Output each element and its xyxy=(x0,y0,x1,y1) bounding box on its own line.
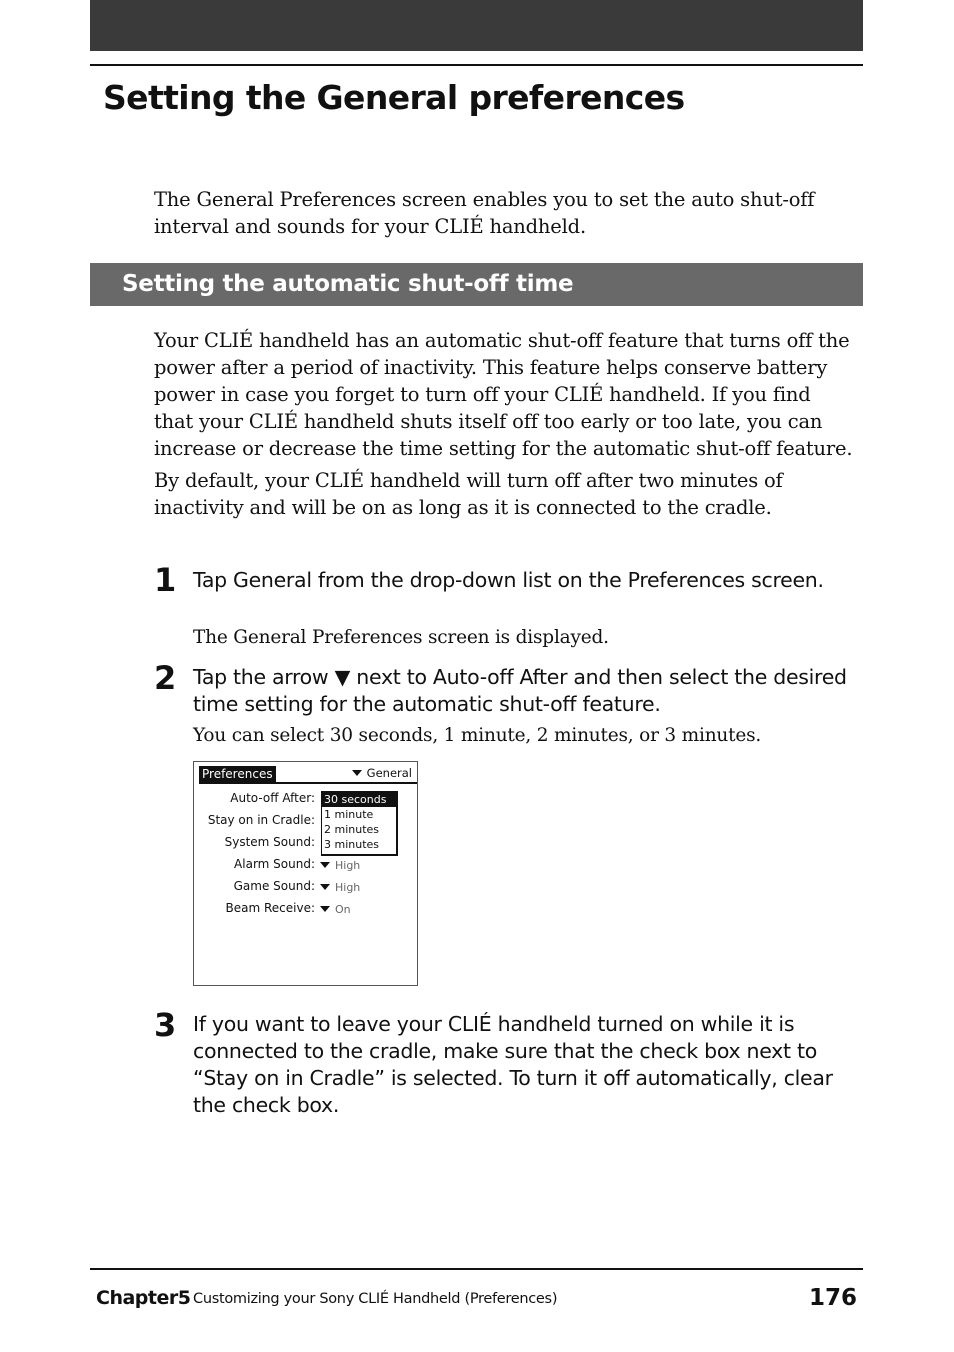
category-picker[interactable] xyxy=(352,766,412,780)
dropdown-option[interactable]: 3 minutes xyxy=(324,838,380,851)
dropdown-arrow-icon xyxy=(352,770,362,776)
page-title: Setting the General preferences xyxy=(103,78,685,117)
step-number: 3 xyxy=(154,1006,177,1044)
step-instruction: Tap General from the drop-down list on the Preferences screen. xyxy=(193,568,824,592)
beam-receive-picker[interactable]: On xyxy=(320,903,351,916)
auto-off-label: Auto-off After: xyxy=(230,791,315,805)
category-label: General xyxy=(366,766,412,780)
app-title: Preferences xyxy=(199,766,276,782)
header-rule xyxy=(90,64,863,66)
dropdown-option[interactable]: 1 minute xyxy=(324,808,374,821)
intro-paragraph: The General Preferences screen enables you to set the auto shut-off interval and sounds for your CLIÉ handheld. xyxy=(154,188,815,238)
system-sound-label: System Sound: xyxy=(224,835,315,849)
footer-rule xyxy=(90,1268,863,1270)
step-number: 1 xyxy=(154,561,177,599)
beam-receive-label: Beam Receive: xyxy=(225,901,315,915)
preferences-screenshot xyxy=(193,761,418,986)
section-paragraph-1: Your CLIÉ handheld has an automatic shut-off feature that turns off the power after a period of inactivity. This feature helps conserve battery power in case you forget to turn off your CLIÉ handheld. If you find that your CLIÉ handheld shuts itself off too early or too late, you can increase or decrease the time setting for the automatic shut-off feature. xyxy=(154,329,853,460)
dropdown-arrow-icon xyxy=(320,884,330,890)
alarm-sound-label: Alarm Sound: xyxy=(234,857,315,871)
dropdown-arrow-icon xyxy=(320,862,330,868)
page-number: 176 xyxy=(808,1285,857,1311)
step-instruction: Tap the arrow ▼ next to Auto-off After and then select the desired time setting for the automatic shut-off feature. xyxy=(193,665,847,716)
step-note: The General Preferences screen is displayed. xyxy=(193,627,609,648)
dropdown-option[interactable]: 30 seconds xyxy=(322,792,396,807)
section-paragraph-2: By default, your CLIÉ handheld will turn off after two minutes of inactivity and will be on as long as it is connected to the cradle. xyxy=(154,469,783,519)
section-header xyxy=(90,263,863,306)
step-number: 2 xyxy=(154,659,177,697)
step-note: You can select 30 seconds, 1 minute, 2 minutes, or 3 minutes. xyxy=(193,725,762,746)
stay-on-cradle-label: Stay on in Cradle: xyxy=(207,813,315,827)
section-title: Setting the automatic shut-off time xyxy=(122,271,574,297)
game-sound-label: Game Sound: xyxy=(233,879,315,893)
game-sound-picker[interactable]: High xyxy=(320,881,360,894)
dropdown-arrow-icon xyxy=(320,906,330,912)
dropdown-option[interactable]: 2 minutes xyxy=(324,823,380,836)
alarm-sound-picker[interactable]: High xyxy=(320,859,360,872)
footer-description: Customizing your Sony CLIÉ Handheld (Preferences) xyxy=(193,1291,558,1307)
footer-chapter: Chapter5 xyxy=(96,1287,191,1309)
auto-off-dropdown-list[interactable] xyxy=(321,791,398,856)
header-bar xyxy=(90,0,863,51)
step-instruction: If you want to leave your CLIÉ handheld turned on while it is connected to the cradle, make sure that the check box next to “Stay on in Cradle” is selected. To turn it off automatically, clear the check box. xyxy=(193,1012,833,1117)
title-rule xyxy=(199,782,417,784)
